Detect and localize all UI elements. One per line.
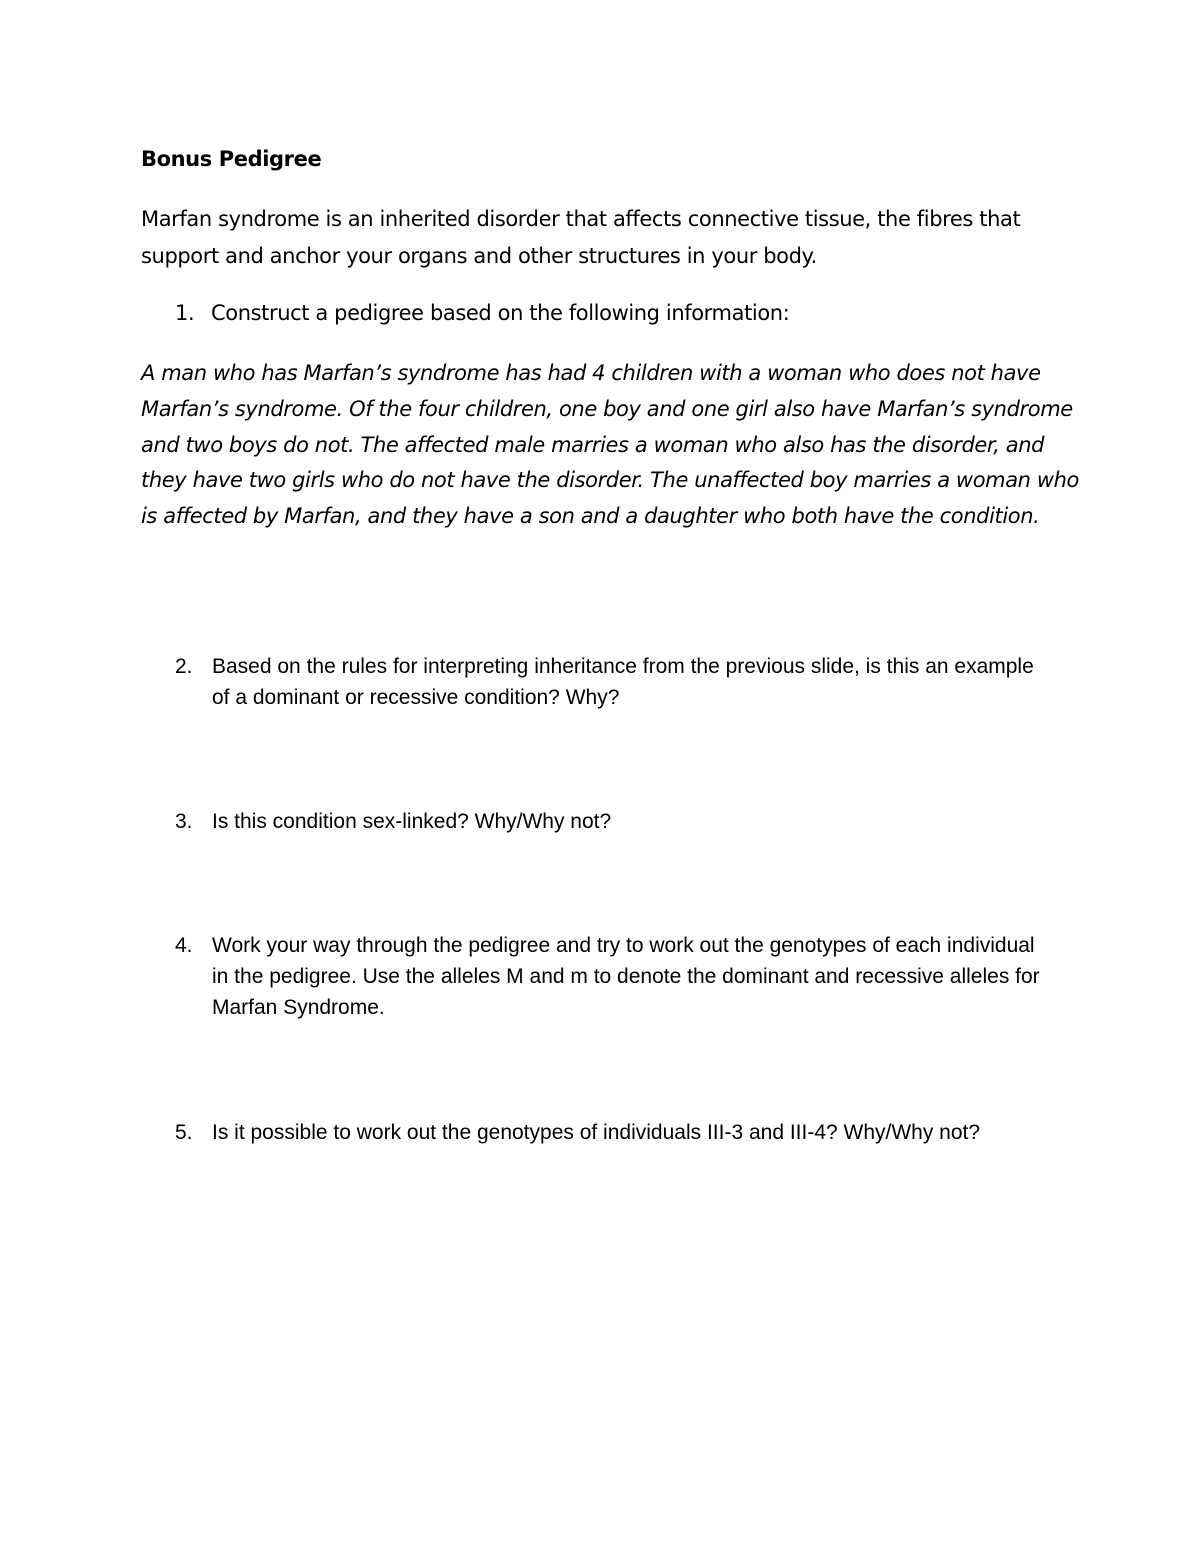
question-5-number: 5. bbox=[175, 1121, 193, 1144]
question-4-number: 4. bbox=[175, 934, 193, 957]
question-3-text: Is this condition sex-linked? Why/Why not? bbox=[212, 810, 612, 833]
document-title: Bonus Pedigree bbox=[141, 147, 322, 171]
question-1-number: 1. bbox=[175, 301, 195, 325]
question-2-number: 2. bbox=[175, 655, 193, 678]
question-5-text: Is it possible to work out the genotypes of individuals III-3 and III-4? Why/Why not? bbox=[212, 1121, 981, 1144]
question-4-text: Work your way through the pedigree and try to work out the genotypes of each individual in the pedigree. Use the alleles M and m to denote the dominant and recessive alleles for Marfan Syndrome. bbox=[212, 934, 1040, 1019]
question-3-number: 3. bbox=[175, 810, 193, 833]
intro-paragraph: Marfan syndrome is an inherited disorder that affects connective tissue, the fibres that support and anchor your organs and other structures in your body. bbox=[141, 207, 1021, 268]
question-1-text: Construct a pedigree based on the following information: bbox=[211, 301, 790, 325]
question-2-text: Based on the rules for interpreting inheritance from the previous slide, is this an example of a dominant or recessive condition? Why? bbox=[212, 655, 1034, 709]
scenario-paragraph: A man who has Marfan’s syndrome has had 4 children with a woman who does not have Marfan’s syndrome. Of the four children, one boy and one girl also have Marfan’s syndrome and two boys do not. The affected male marries a woman who also has the disorder, and they have two girls who do not have the disorder. The unaffected boy marries a woman who is affected by Marfan, and they have a son and a daughter who both have the condition. bbox=[141, 361, 1079, 529]
